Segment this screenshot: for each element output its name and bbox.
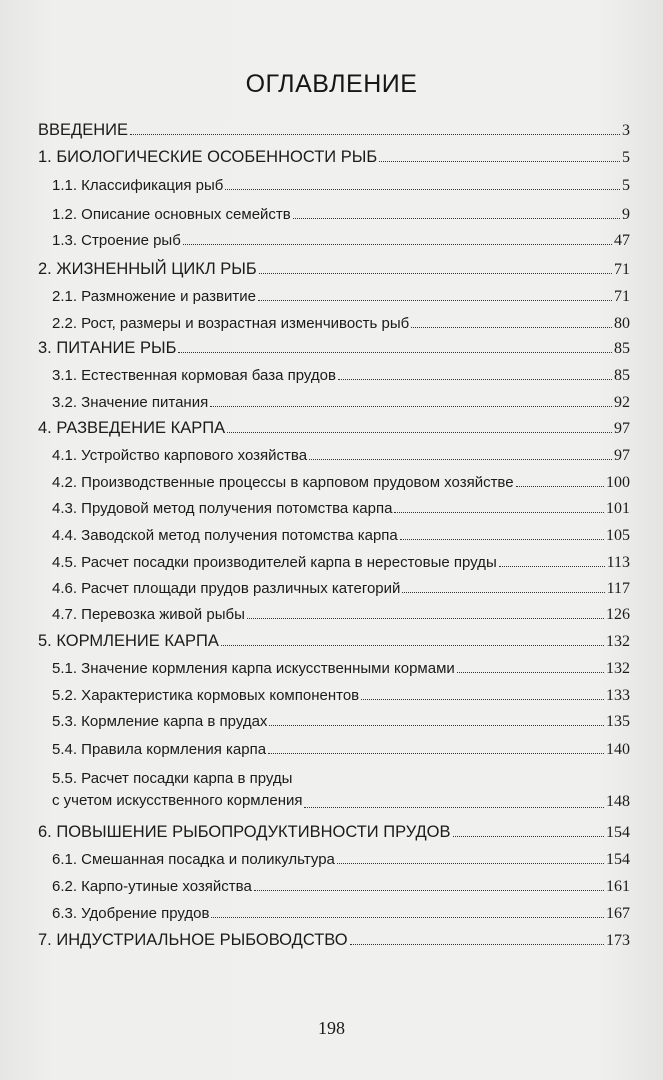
dot-leader xyxy=(211,917,604,918)
dot-leader xyxy=(453,836,605,837)
toc-entry-label: 5.1. Значение кормления карпа искусственными кормами xyxy=(52,660,455,677)
dot-leader xyxy=(350,944,604,945)
toc-entry-label: 7. ИНДУСТРИАЛЬНОЕ РЫБОВОДСТВО xyxy=(38,931,348,949)
toc-entry-page: 154 xyxy=(606,851,630,868)
toc-entry-chapter-1 xyxy=(38,147,630,168)
toc-entry-section-5-5 xyxy=(52,768,630,812)
toc-entry-label: 1.2. Описание основных семейств xyxy=(52,206,291,223)
toc-entry-chapter-7 xyxy=(38,930,630,951)
dot-leader xyxy=(183,244,612,245)
toc-entry-introduction xyxy=(38,120,630,141)
dot-leader xyxy=(210,406,612,407)
toc-entry-label: 5.2. Характеристика кормовых компонентов xyxy=(52,687,360,704)
toc-entry-chapter-6 xyxy=(38,822,630,843)
toc-entry-section-4-5 xyxy=(52,553,630,573)
toc-entry-section-6-3 xyxy=(52,904,630,924)
dot-leader xyxy=(337,863,604,864)
dot-leader xyxy=(304,807,604,808)
toc-entry-page: 97 xyxy=(614,420,630,437)
toc-entry-page: 85 xyxy=(614,340,630,357)
toc-entry-label: 5.4. Правила кормления карпа xyxy=(52,741,267,758)
toc-entry-page: 100 xyxy=(606,474,630,491)
toc-entry-page: 126 xyxy=(606,606,630,623)
toc-entry-label: 2.2. Рост, размеры и возрастная изменчивость рыб xyxy=(52,315,410,332)
dot-leader xyxy=(254,890,604,891)
toc-entry-chapter-3 xyxy=(38,338,630,359)
dot-leader xyxy=(259,273,612,274)
toc-entry-label-line-2: с учетом искусственного кормления xyxy=(52,792,303,809)
toc-entry-label: 4.2. Производственные процессы в карповом прудовом хозяйстве xyxy=(52,474,514,491)
toc-entry-section-2-2 xyxy=(52,314,630,334)
dot-leader xyxy=(269,725,604,726)
toc-entry-section-5-2 xyxy=(52,686,630,706)
dot-leader xyxy=(293,218,620,219)
toc-entry-page: 140 xyxy=(606,741,630,758)
page-number: 198 xyxy=(318,1018,345,1038)
toc-entry-page: 135 xyxy=(606,713,630,730)
toc-entry-section-5-4 xyxy=(52,740,630,760)
toc-entry-page: 80 xyxy=(614,315,630,332)
dot-leader xyxy=(338,379,612,380)
toc-entry-page: 5 xyxy=(622,177,630,194)
toc-entry-page: 3 xyxy=(622,122,630,139)
toc-entry-label: 6.2. Карпо-утиные хозяйства xyxy=(52,878,252,895)
toc-entry-section-2-1 xyxy=(52,287,630,307)
toc-entry-page: 71 xyxy=(614,288,630,305)
dot-leader xyxy=(268,753,604,754)
toc-entry-section-4-3 xyxy=(52,499,630,519)
toc-entry-label: 3.2. Значение питания xyxy=(52,394,209,411)
toc-entry-label: 4.5. Расчет посадки производителей карпа в нерестовые пруды xyxy=(52,554,497,571)
page-title: ОГЛАВЛЕНИЕ xyxy=(245,70,418,98)
toc-entry-section-4-4 xyxy=(52,526,630,546)
toc-entry-page: 132 xyxy=(606,660,630,677)
dot-leader xyxy=(130,134,620,135)
dot-leader xyxy=(221,645,604,646)
dot-leader xyxy=(400,539,604,540)
toc-entry-section-3-2 xyxy=(52,393,630,413)
toc-entry-label: ВВЕДЕНИЕ xyxy=(38,121,128,139)
toc-entry-label: 6. ПОВЫШЕНИЕ РЫБОПРОДУКТИВНОСТИ ПРУДОВ xyxy=(38,823,451,841)
toc-entry-page: 113 xyxy=(606,554,630,571)
toc-entry-label: 1.1. Классификация рыб xyxy=(52,177,224,194)
toc-entry-section-5-3 xyxy=(52,712,630,732)
toc-entry-label: 4.7. Перевозка живой рыбы xyxy=(52,606,245,623)
toc-entry-chapter-5 xyxy=(38,631,630,652)
toc-entry-chapter-4 xyxy=(38,418,630,439)
toc-entry-page: 47 xyxy=(614,232,630,249)
toc-entry-page: 9 xyxy=(622,206,630,223)
toc-entry-section-4-7 xyxy=(52,605,630,625)
toc-entry-section-3-1 xyxy=(52,366,630,386)
toc-entry-label: 6.3. Удобрение прудов xyxy=(52,905,210,922)
toc-entry-label: 1. БИОЛОГИЧЕСКИЕ ОСОБЕННОСТИ РЫБ xyxy=(38,148,378,166)
toc-entry-page: 85 xyxy=(614,367,630,384)
toc-entry-label: 5.3. Кормление карпа в прудах xyxy=(52,713,268,730)
dot-leader xyxy=(499,566,605,567)
dot-leader xyxy=(225,189,620,190)
toc-entry-label: 3. ПИТАНИЕ РЫБ xyxy=(38,339,177,357)
toc-entry-page: 173 xyxy=(606,932,630,949)
dot-leader xyxy=(402,592,604,593)
dot-leader xyxy=(258,300,612,301)
toc-entry-page: 167 xyxy=(606,905,630,922)
toc-entry-page: 154 xyxy=(606,824,630,841)
toc-entry-section-4-1 xyxy=(52,446,630,466)
toc-entry-page: 71 xyxy=(614,261,630,278)
dot-leader xyxy=(516,486,604,487)
toc-entry-section-1-2 xyxy=(52,205,630,225)
dot-leader xyxy=(178,352,612,353)
toc-entry-label: 4.1. Устройство карпового хозяйства xyxy=(52,447,308,464)
toc-entry-section-1-1 xyxy=(52,176,630,196)
toc-entry-page: 133 xyxy=(606,687,630,704)
dot-leader xyxy=(309,459,612,460)
toc-entry-section-5-1 xyxy=(52,659,630,679)
dot-leader xyxy=(361,699,604,700)
toc-entry-label-line-1: 5.5. Расчет посадки карпа в пруды xyxy=(52,770,293,787)
dot-leader xyxy=(379,161,620,162)
toc-entry-section-6-1 xyxy=(52,850,630,870)
toc-entry-page: 105 xyxy=(606,527,630,544)
toc-entry-page: 101 xyxy=(606,500,630,517)
dot-leader xyxy=(394,512,604,513)
toc-entry-section-6-2 xyxy=(52,877,630,897)
toc-entry-label: 6.1. Смешанная посадка и поликультура xyxy=(52,851,335,868)
dot-leader xyxy=(227,432,612,433)
toc-entry-label: 4.4. Заводской метод получения потомства карпа xyxy=(52,527,398,544)
dot-leader xyxy=(457,672,604,673)
toc-entry-label: 3.1. Естественная кормовая база прудов xyxy=(52,367,336,384)
toc-entry-label: 2.1. Размножение и развитие xyxy=(52,288,256,305)
toc-entry-page: 5 xyxy=(622,149,630,166)
toc-entry-chapter-2 xyxy=(38,259,630,280)
dot-leader xyxy=(411,327,612,328)
toc-entry-label: 2. ЖИЗНЕННЫЙ ЦИКЛ РЫБ xyxy=(38,260,257,278)
toc-entry-section-4-2 xyxy=(52,473,630,493)
toc-entry-section-4-6 xyxy=(52,579,630,599)
toc-entry-page: 148 xyxy=(606,793,630,810)
toc-entry-page: 132 xyxy=(606,633,630,650)
toc-entry-page: 161 xyxy=(606,878,630,895)
toc-entry-page: 97 xyxy=(614,447,630,464)
toc-entry-label xyxy=(52,768,302,812)
toc-entry-page: 92 xyxy=(614,394,630,411)
toc-entry-section-1-3 xyxy=(52,231,630,251)
toc-entry-page: 117 xyxy=(606,580,630,597)
toc-entry-label: 4. РАЗВЕДЕНИЕ КАРПА xyxy=(38,419,226,437)
toc-entry-label: 4.3. Прудовой метод получения потомства карпа xyxy=(52,500,393,517)
dot-leader xyxy=(247,618,604,619)
toc-entry-label: 5. КОРМЛЕНИЕ КАРПА xyxy=(38,632,219,650)
toc-entry-label: 4.6. Расчет площади прудов различных категорий xyxy=(52,580,401,597)
toc-entry-label: 1.3. Строение рыб xyxy=(52,232,181,249)
